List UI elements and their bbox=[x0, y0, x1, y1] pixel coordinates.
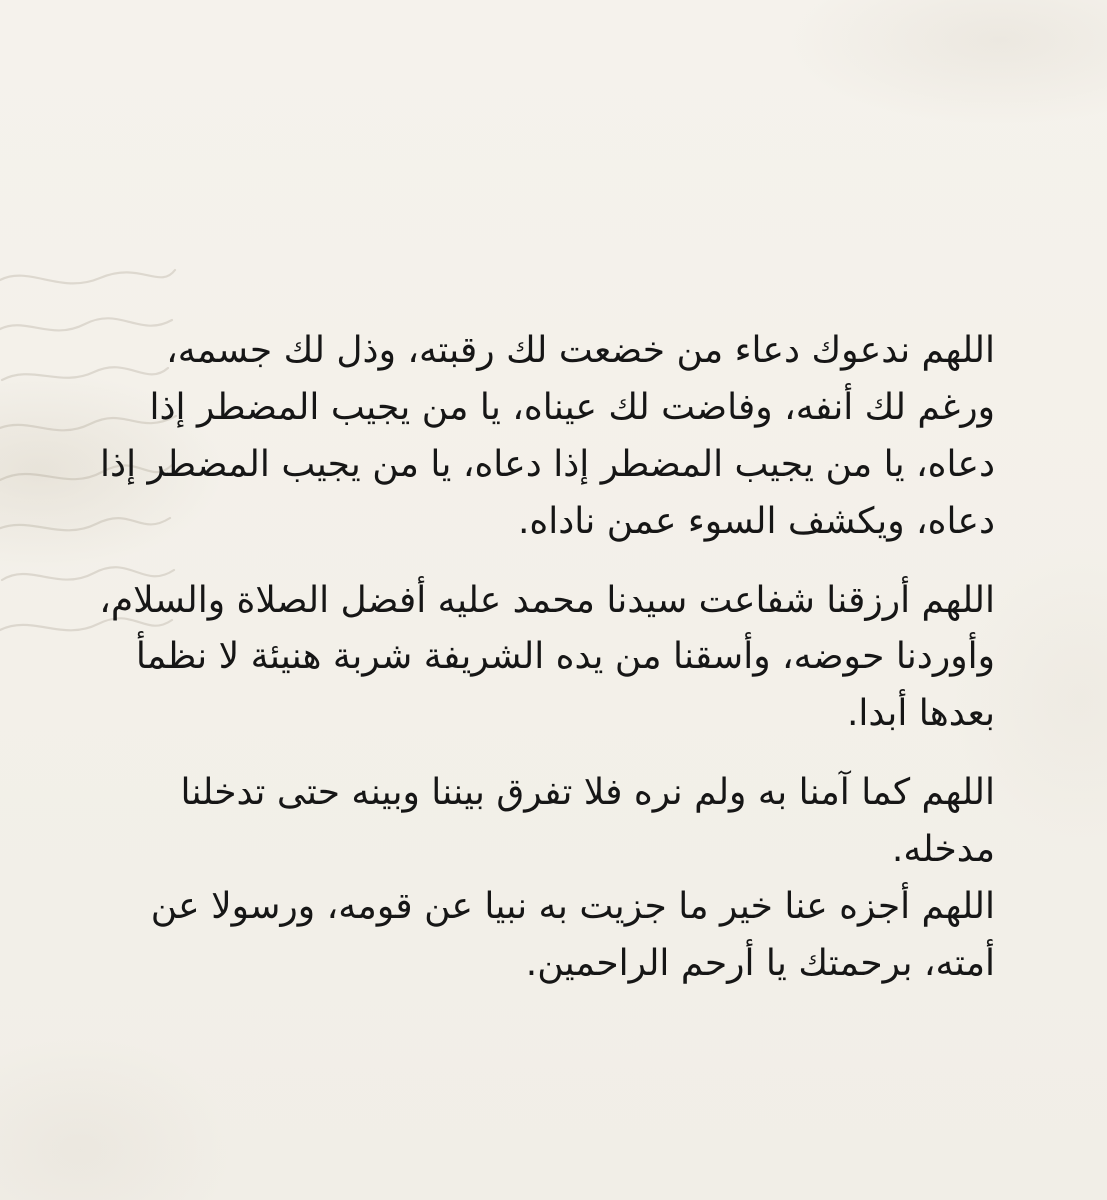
prayer-paragraph-4: اللهم أجزه عنا خير ما جزيت به نبيا عن قومه، ورسولا عن أمته، برحمتك يا أرحم الراحمين. bbox=[150, 885, 995, 984]
prayer-paragraph-1: اللهم ندعوك دعاء من خضعت لك رقبته، وذل لك جسمه، ورغم لك أنفه، وفاضت لك عيناه، يا من يجيب المضطر إذا دعاه، يا من يجيب المضطر إذا دعاه، يا من يجيب المضطر إذا دعاه، ويكشف السوء عمن ناداه. bbox=[100, 330, 995, 542]
prayer-paragraph-2: اللهم أرزقنا شفاعت سيدنا محمد عليه أفضل الصلاة والسلام، وأوردنا حوضه، وأسقنا من يده الشريفة شربة هنيئة لا نظمأ بعدها أبدا. bbox=[99, 579, 995, 735]
prayer-text-block bbox=[95, 323, 995, 993]
prayer-paragraph-3: اللهم كما آمنا به ولم نره فلا تفرق بيننا وبينه حتى تدخلنا مدخله. bbox=[180, 772, 995, 870]
